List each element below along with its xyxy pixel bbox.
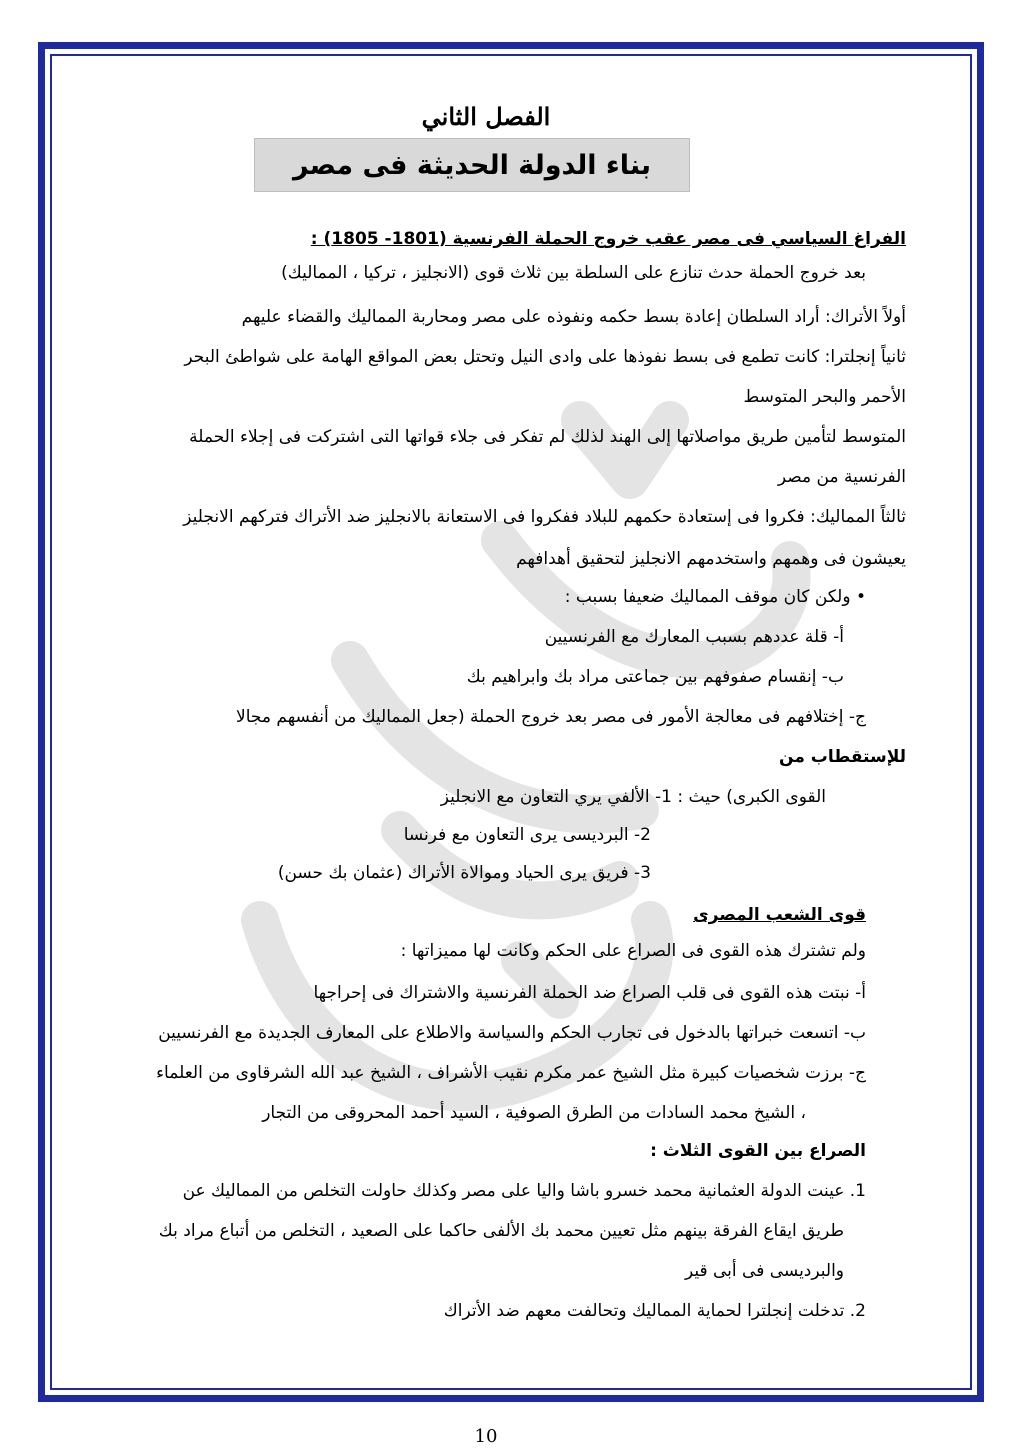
text-line: ثانياً إنجلترا: كانت تطمع فى بسط نفوذها على وادى النيل وتحتل بعض المواقع الهامة على شواطئ البحر [184,347,906,367]
text-line: أ- قلة عددهم بسبب المعارك مع الفرنسيين [544,627,844,647]
text-line: • ولكن كان موقف المماليك ضعيفا بسبب : [564,587,866,607]
chapter-label: الفصل الثاني [421,102,551,131]
text-line: 1. عينت الدولة العثمانية محمد خسرو باشا واليا على مصر وكذلك حاولت التخلص من المماليك عن [182,1181,866,1201]
text-line: ج- إختلافهم فى معالجة الأمور فى مصر بعد خروج الحملة (جعل المماليك من أنفسهم مجالا [236,707,866,727]
page-number: 10 [474,1426,498,1447]
text-line: للإستقطاب من [779,747,906,767]
text-line: ج- برزت شخصيات كبيرة مثل الشيخ عمر مكرم نقيب الأشراف ، الشيخ عبد الله الشرقاوى من العلماء [156,1063,866,1083]
text-line: الفرنسية من مصر [777,467,906,487]
text-line: بعد خروج الحملة حدث تنازع على السلطة بين ثلاث قوى (الانجليز ، تركيا ، المماليك) [281,263,866,283]
chapter-title: بناء الدولة الحديثة فى مصر [254,138,690,192]
text-line: ولم تشترك هذه القوى فى الصراع على الحكم وكانت لها مميزاتها : [400,941,866,961]
text-line: 3- فريق يرى الحياد وموالاة الأتراك (عثمان بك حسن) [277,863,651,883]
text-line: الصراع بين القوى الثلاث : [650,1141,866,1161]
text-line: المتوسط لتأمين طريق مواصلاتها إلى الهند لذلك لم تفكر فى جلاء قواتها التى اشتركت فى إجلاء الحملة [189,427,906,447]
text-line: 2. تدخلت إنجلترا لحماية المماليك وتحالفت معهم ضد الأتراك [443,1301,866,1321]
text-line: الأحمر والبحر المتوسط [743,387,906,407]
text-line: طريق ايقاع الفرقة بينهم مثل تعيين محمد بك الألفى حاكما على الصعيد ، التخلص من أتباع مراد بك [158,1221,844,1241]
text-line: القوى الكبرى) حيث : 1- الألفي يري التعاون مع الانجليز [440,787,826,807]
text-line: الفراغ السياسي فى مصر عقب خروج الحملة الفرنسية (1801- 1805) : [310,229,906,249]
text-line: ب- اتسعت خبراتها بالدخول فى تجارب الحكم والسياسة والاطلاع على المعارف الجديدة مع الفرنسيين [158,1023,866,1043]
document-page [66,80,906,1447]
text-line: ثالثاً المماليك: فكروا فى إستعادة حكمهم للبلاد ففكروا فى الاستعانة بالانجليز ضد الأتراك فتركهم الانجليز [183,507,906,527]
text-line: أ- نبتت هذه القوى فى قلب الصراع ضد الحملة الفرنسية والاشتراك فى إحراجها [313,983,866,1003]
text-line: قوى الشعب المصرى [693,905,866,925]
text-line: ، الشيخ محمد السادات من الطرق الصوفية ، السيد أحمد المحروقى من التجار [262,1103,806,1123]
text-line: والبرديسى فى أبى قير [684,1261,844,1281]
text-line: أولاً الأتراك: أراد السلطان إعادة بسط حكمه ونفوذه على مصر ومحاربة المماليك والقضاء عليهم [241,307,906,327]
text-line: ب- إنقسام صفوفهم بين جماعتى مراد بك وابراهيم بك [466,667,844,687]
text-line: 2- البرديسى يرى التعاون مع فرنسا [403,825,651,845]
text-line: يعيشون فى وهمهم واستخدمهم الانجليز لتحقيق أهدافهم [516,549,906,569]
